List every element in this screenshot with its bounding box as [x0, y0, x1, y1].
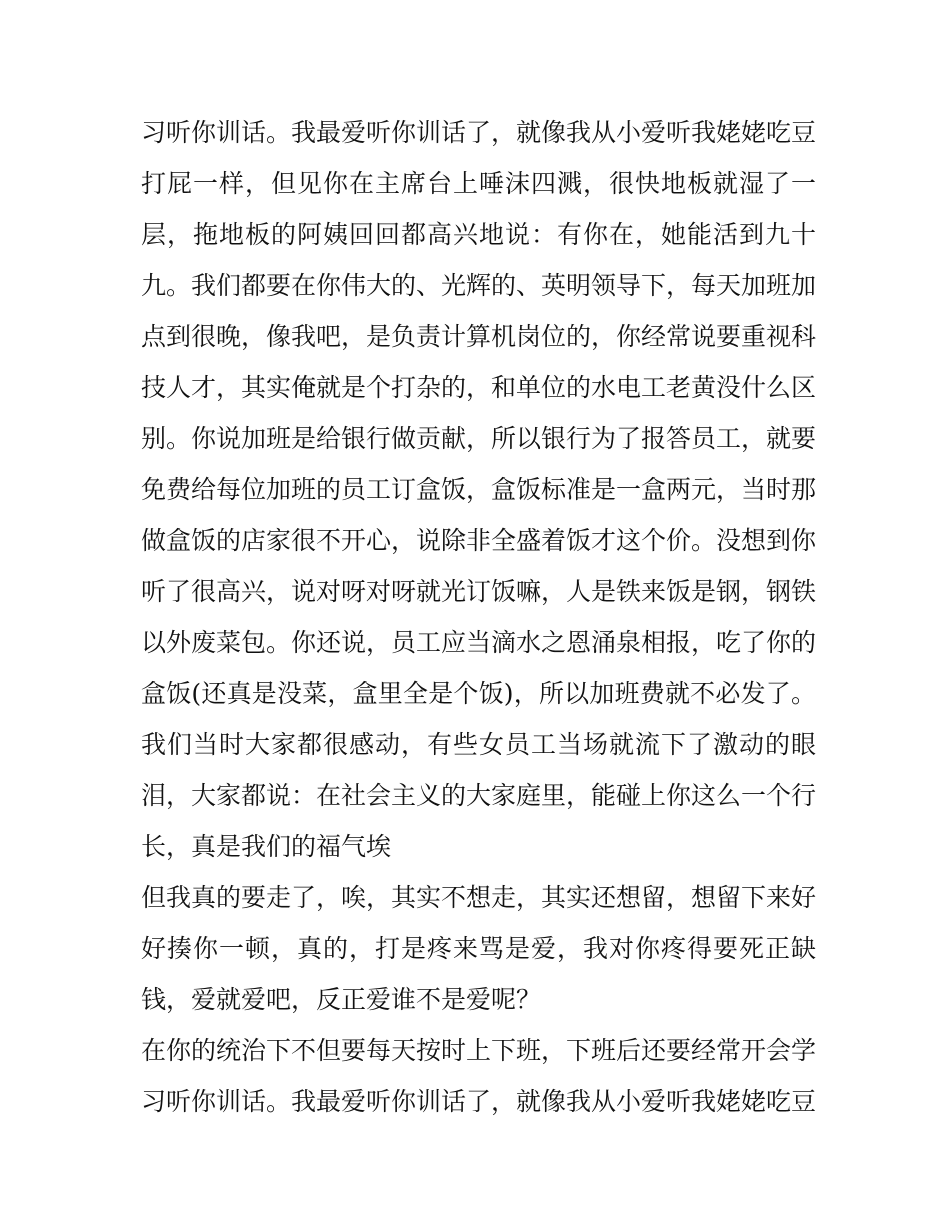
text-line-13: 我们当时大家都很感动，有些女员工当场就流下了激动的眼: [141, 730, 816, 759]
text-line-8: 免费给每位加班的员工订盒饭，盒饭标准是一盒两元，当时那: [141, 475, 817, 504]
body-text: [141, 107, 816, 1127]
text-line-2: 打屁一样，但见你在主席台上唾沫四溅，很快地板就湿了一: [141, 169, 816, 198]
text-line-6: 技人才，其实俺就是个打杂的，和单位的水电工老黄没什么区: [141, 373, 817, 402]
text-line-12: 盒饭(还真是没菜，盒里全是个饭)，所以加班费就不必发了。: [141, 679, 816, 708]
text-line-7: 别。你说加班是给银行做贡献，所以银行为了报答员工，就要: [141, 424, 817, 453]
text-line-15: 长，真是我们的福气埃: [141, 832, 392, 861]
text-line-14: 泪，大家都说：在社会主义的大家庭里，能碰上你这么一个行: [141, 781, 817, 810]
text-line-1: 习听你训话。我最爱听你训话了，就像我从小爱听我姥姥吃豆: [141, 118, 817, 147]
text-line-11: 以外废菜包。你还说，员工应当滴水之恩涌泉相报，吃了你的: [141, 628, 817, 657]
text-line-16: 但我真的要走了，唉，其实不想走，其实还想留，想留下来好: [141, 883, 817, 912]
text-line-4: 九。我们都要在你伟大的、光辉的、英明领导下，每天加班加: [141, 271, 817, 300]
text-line-5: 点到很晚，像我吧，是负责计算机岗位的，你经常说要重视科: [141, 322, 817, 351]
text-line-19: 在你的统治下不但要每天按时上下班，下班后还要经常开会学: [141, 1036, 817, 1065]
text-line-10: 听了很高兴，说对呀对呀就光订饭嘛，人是铁来饭是钢，钢铁: [141, 577, 817, 606]
text-line-17: 好揍你一顿，真的，打是疼来骂是爱，我对你疼得要死正缺: [141, 934, 816, 963]
text-line-20: 习听你训话。我最爱听你训话了，就像我从小爱听我姥姥吃豆: [141, 1087, 817, 1116]
text-line-3: 层，拖地板的阿姨回回都高兴地说：有你在，她能活到九十: [141, 220, 816, 249]
text-line-9: 做盒饭的店家很不开心，说除非全盛着饭才这个价。没想到你: [141, 526, 817, 555]
text-line-18: 钱，爱就爱吧，反正爱谁不是爱呢？: [141, 985, 542, 1014]
